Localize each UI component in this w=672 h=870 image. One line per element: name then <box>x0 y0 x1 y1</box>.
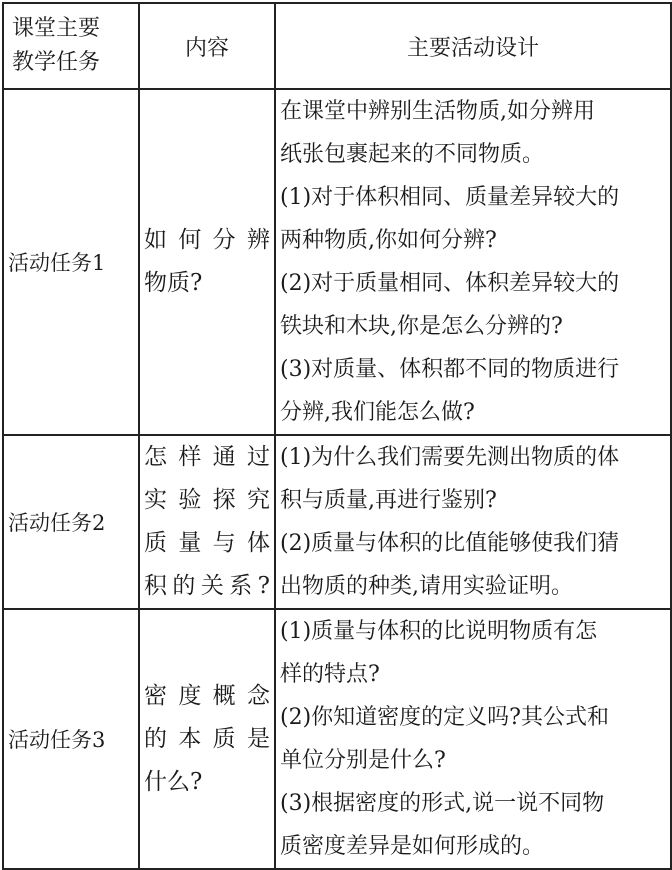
activity-line: (1)对于体积相同、质量差异较大的 <box>280 185 620 210</box>
header-row <box>3 3 671 89</box>
header-task-line-1: 课堂主要 <box>12 16 101 41</box>
content-line: 的本质是 <box>144 725 270 752</box>
activity-line: (2)你知道密度的定义吗?其公式和 <box>280 705 609 730</box>
activity-design <box>275 609 671 869</box>
content-line: 密度概念 <box>144 682 270 709</box>
task-label: 活动任务3 <box>3 609 139 869</box>
activity-line: 纸张包裹起来的不同物质。 <box>280 142 545 167</box>
content-line: 如何分辨 <box>144 227 270 253</box>
activity-line: (2)对于质量相同、体积差异较大的 <box>280 271 620 296</box>
task-content <box>139 435 275 609</box>
content-line: 怎样通过 <box>144 444 270 470</box>
content-line: 积的关系? <box>144 573 270 599</box>
activity-line: 分辨,我们能怎么做? <box>280 400 475 425</box>
activity-line: 两种物质,你如何分辨? <box>280 228 497 253</box>
task-content <box>139 89 275 435</box>
activity-line: 积与质量,再进行鉴别? <box>280 488 497 513</box>
task-content <box>139 609 275 869</box>
activity-line: 出物质的种类,请用实验证明。 <box>280 574 573 599</box>
content-line: 什么? <box>144 768 203 795</box>
activity-line: (3)对质量、体积都不同的物质进行 <box>280 357 620 382</box>
content-line: 实验探究 <box>144 487 270 513</box>
header-task <box>3 3 139 89</box>
activity-line: (2)质量与体积的比值能够使我们猜 <box>280 531 620 556</box>
task-label: 活动任务1 <box>3 89 139 435</box>
activity-design <box>275 89 671 435</box>
activity-line: 样的特点? <box>280 662 380 687</box>
table-row <box>3 609 671 869</box>
lesson-design-table <box>2 2 672 870</box>
task-label: 活动任务2 <box>3 435 139 609</box>
activity-line: (1)质量与体积的比说明物质有怎 <box>280 619 598 644</box>
table-row <box>3 435 671 609</box>
activity-line: 质密度差异是如何形成的。 <box>280 834 545 859</box>
activity-line: 在课堂中辨别生活物质,如分辨用 <box>280 99 595 124</box>
activity-line: 单位分别是什么? <box>280 748 446 773</box>
header-task-line-2: 教学任务 <box>12 50 101 75</box>
activity-design <box>275 435 671 609</box>
header-content: 内容 <box>139 3 275 89</box>
header-activity: 主要活动设计 <box>275 3 671 89</box>
activity-line: (1)为什么我们需要先测出物质的体 <box>280 445 620 470</box>
table-row <box>3 89 671 435</box>
activity-line: (3)根据密度的形式,说一说不同物 <box>280 791 605 816</box>
activity-line: 铁块和木块,你是怎么分辨的? <box>280 314 563 339</box>
content-line: 质量与体 <box>144 530 270 556</box>
content-line: 物质? <box>144 270 203 296</box>
